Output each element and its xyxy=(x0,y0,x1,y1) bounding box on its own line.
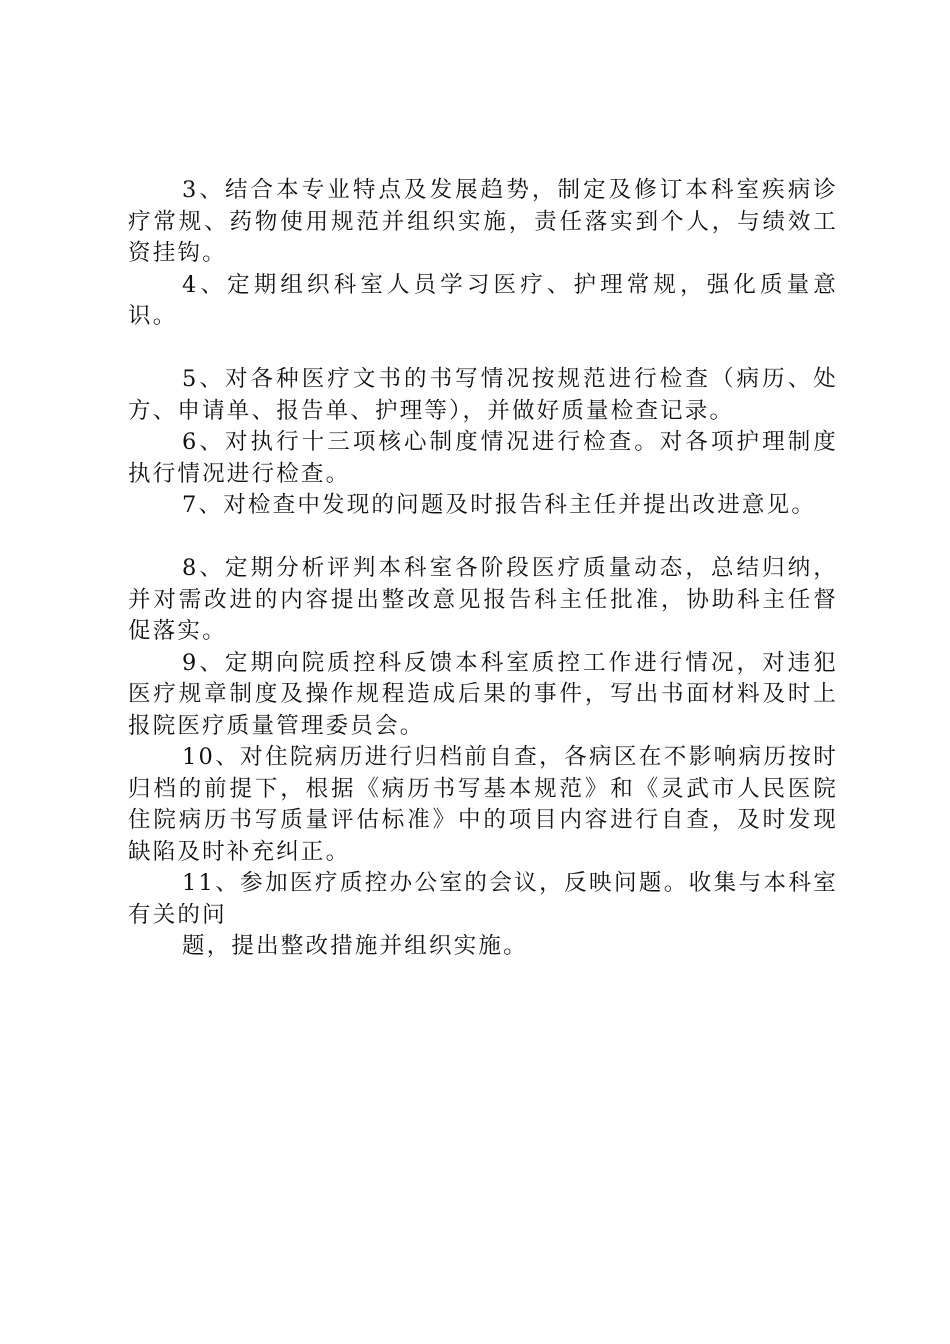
paragraph-9: 9、定期向院质控科反馈本科室质控工作进行情况，对违犯医疗规章制度及操作规程造成后果的事件，写出书面材料及时上报院医疗质量管理委员会。 xyxy=(128,649,838,739)
paragraph-10: 10、对住院病历进行归档前自查，各病区在不影响病历按时归档的前提下，根据《病历书写基本规范》和《灵武市人民医院住院病历书写质量评估标准》中的项目内容进行自查，及时发现缺陷及时补充纠正。 xyxy=(128,744,838,865)
paragraph-6: 6、对执行十三项核心制度情况进行检查。对各项护理制度执行情况进行检查。 xyxy=(128,429,838,487)
paragraph-7: 7、对检查中发现的问题及时报告科主任并提出改进意见。 xyxy=(182,492,817,518)
blank-line xyxy=(128,333,838,365)
paragraph-4: 4、定期组织科室人员学习医疗、护理常规，强化质量意识。 xyxy=(128,271,838,329)
document-body xyxy=(128,175,838,963)
paragraph-3: 3、结合本专业特点及发展趋势，制定及修订本科室疾病诊疗常规、药物使用规范并组织实施，责任落实到个人，与绩效工资挂钩。 xyxy=(128,177,838,266)
paragraph-11-continuation: 题，提出整改措施并组织实施。 xyxy=(182,933,528,959)
paragraph-8: 8、定期分析评判本科室各阶段医疗质量动态，总结归纳，并对需改进的内容提出整改意见报告科主任批准，协助科主任督促落实。 xyxy=(128,555,838,644)
paragraph-5: 5、对各种医疗文书的书写情况按规范进行检查（病历、处方、申请单、报告单、护理等），并做好质量检查记录。 xyxy=(128,366,838,424)
paragraph-11: 11、参加医疗质控办公室的会议，反映问题。收集与本科室有关的问 xyxy=(128,870,838,928)
blank-line xyxy=(128,522,838,554)
